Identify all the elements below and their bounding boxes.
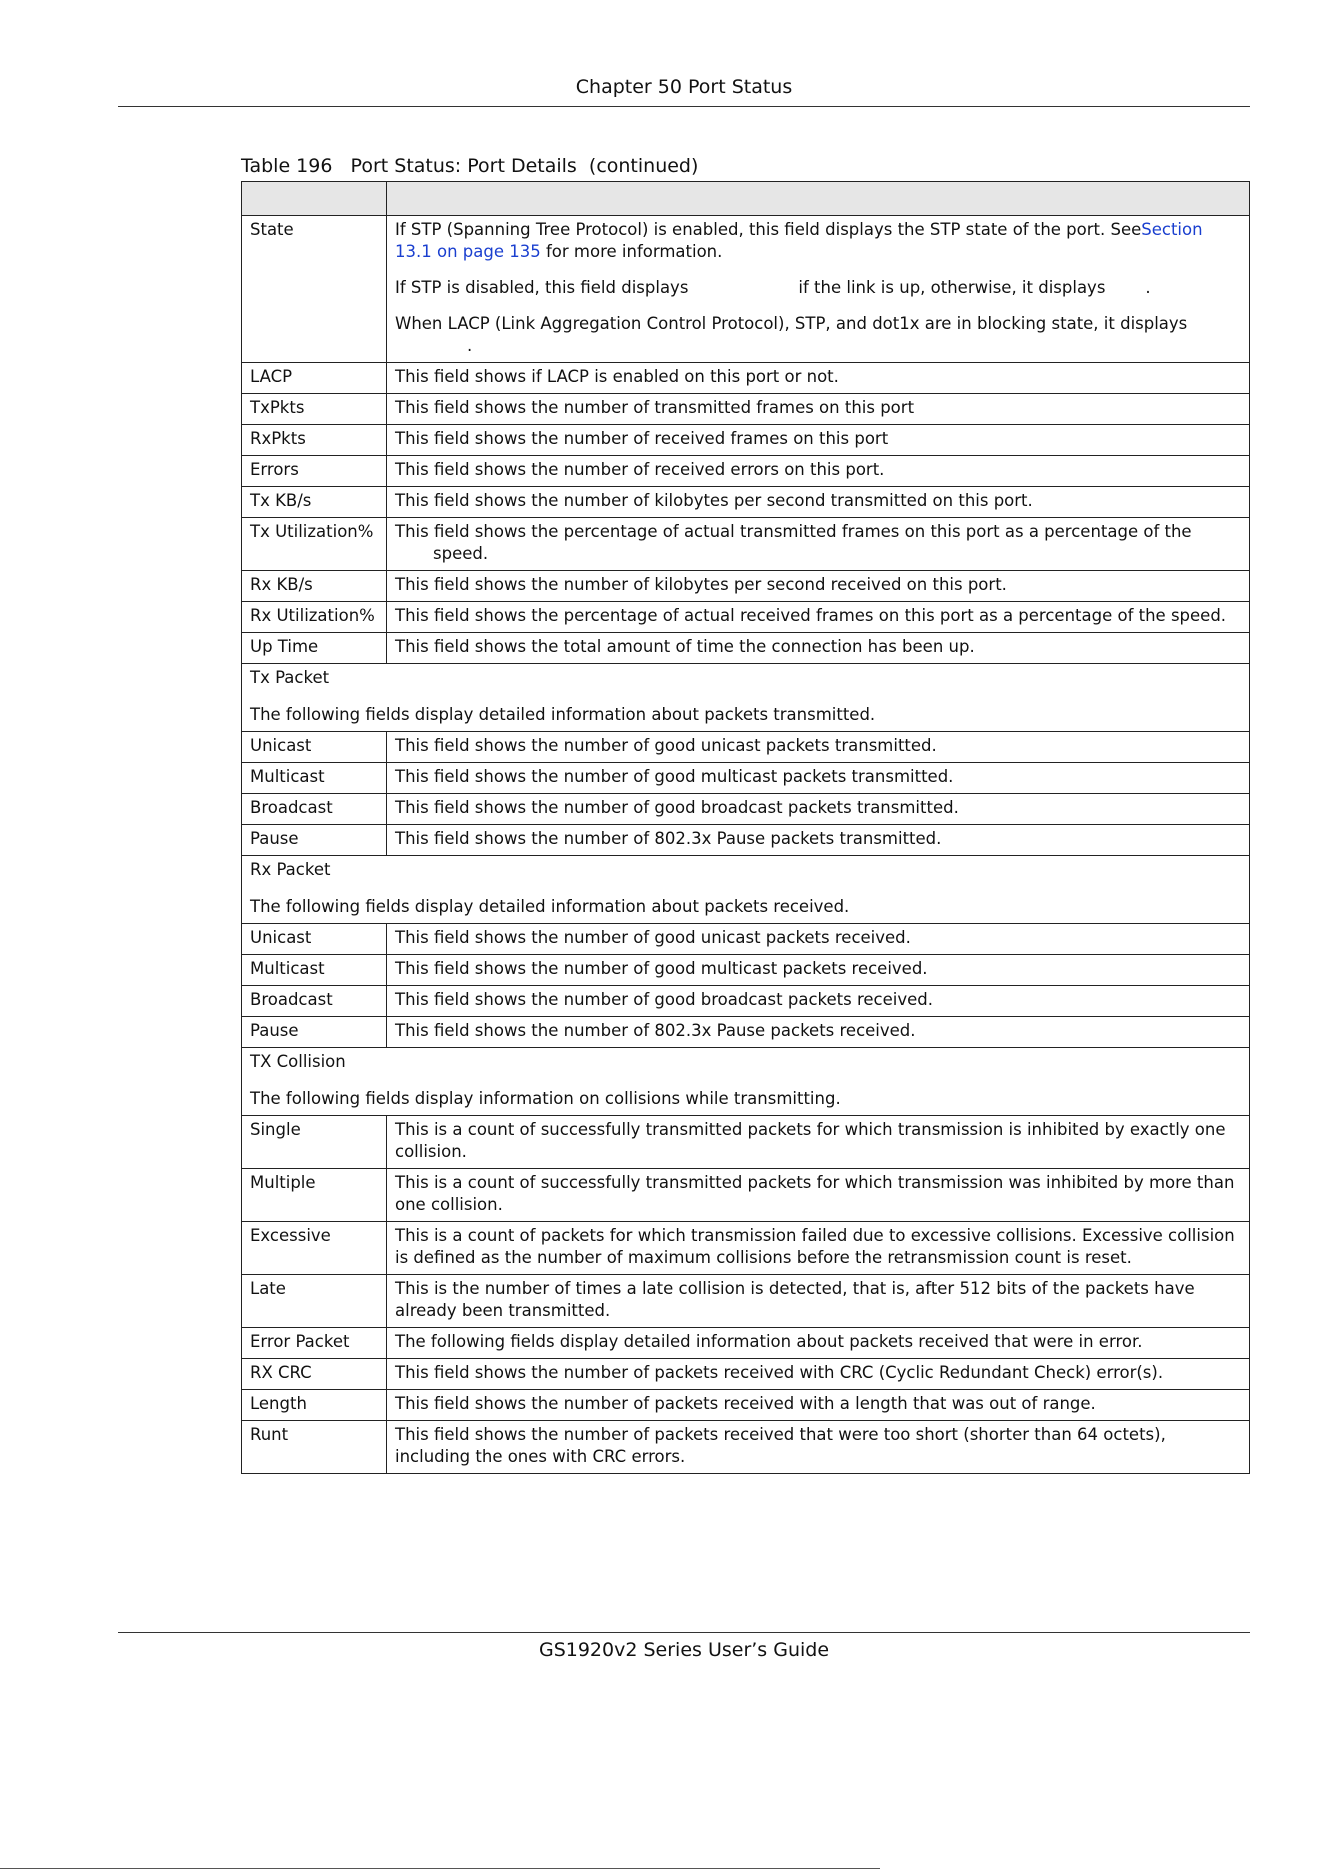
field-label: Errors <box>242 456 387 487</box>
table-row <box>242 1116 1250 1169</box>
state-description-3 <box>395 313 1242 357</box>
table-header-row <box>242 182 1250 216</box>
text-segment: This field shows the percentage of actual transmitted frames on this port as a percentage of the <box>395 522 1192 541</box>
section-header <box>242 664 1250 732</box>
section-header <box>242 1048 1250 1116</box>
header-label-cell <box>242 182 387 216</box>
text-segment: When LACP (Link Aggregation Control Protocol), STP, and dot1x are in blocking state, it displays <box>395 314 1188 333</box>
text-segment: . <box>1145 278 1151 297</box>
field-description: This field shows the total amount of time the connection has been up. <box>387 633 1250 664</box>
table-row <box>242 456 1250 487</box>
field-description: This is the number of times a late collision is detected, that is, after 512 bits of the packets have already been transmitted. <box>387 1275 1250 1328</box>
table-row <box>242 518 1250 571</box>
table-row <box>242 794 1250 825</box>
table-row <box>242 633 1250 664</box>
field-label: LACP <box>242 363 387 394</box>
table-row <box>242 1169 1250 1222</box>
field-description: This field shows the number of good multicast packets transmitted. <box>387 763 1250 794</box>
field-description: This field shows the percentage of actual received frames on this port as a percentage of the speed. <box>387 602 1250 633</box>
table-row <box>242 1328 1250 1359</box>
field-label: Unicast <box>242 732 387 763</box>
text-segment: . <box>467 336 473 355</box>
field-label: Pause <box>242 825 387 856</box>
table-row <box>242 955 1250 986</box>
table-row <box>242 1390 1250 1421</box>
field-label: Tx Utilization% <box>242 518 387 571</box>
chapter-header: Chapter 50 Port Status <box>118 68 1250 107</box>
field-description: This field shows the number of kilobytes per second received on this port. <box>387 571 1250 602</box>
text-segment: for more information. <box>540 242 723 261</box>
field-description: This field shows the number of good broadcast packets transmitted. <box>387 794 1250 825</box>
table-row <box>242 216 1250 363</box>
table-row <box>242 825 1250 856</box>
field-label: Multicast <box>242 763 387 794</box>
field-description: This field shows the number of packets received with a length that was out of range. <box>387 1390 1250 1421</box>
section-title: Rx Packet <box>250 860 331 879</box>
table-row <box>242 602 1250 633</box>
field-label: Error Packet <box>242 1328 387 1359</box>
section-title: Tx Packet <box>250 668 330 687</box>
field-label: Up Time <box>242 633 387 664</box>
table-row <box>242 1359 1250 1390</box>
table-row <box>242 1222 1250 1275</box>
port-details-table <box>241 181 1250 1474</box>
field-description: This field shows the number of transmitted frames on this port <box>387 394 1250 425</box>
bottom-rule <box>0 1868 880 1869</box>
section-link[interactable]: Section 13.1 on page 135 <box>395 220 1203 261</box>
field-description: This is a count of successfully transmitted packets for which transmission is inhibited by exactly one collision. <box>387 1116 1250 1169</box>
text-segment: If STP is disabled, this field displays <box>395 278 689 297</box>
table-row <box>242 1421 1250 1474</box>
header-description-cell <box>387 182 1250 216</box>
field-description: This is a count of packets for which transmission failed due to excessive collisions. Excessive collision is defined as the number of maximum collisions before the retransmission count is reset. <box>387 1222 1250 1275</box>
field-label: Runt <box>242 1421 387 1474</box>
field-label: Multiple <box>242 1169 387 1222</box>
table-row <box>242 924 1250 955</box>
field-label: RxPkts <box>242 425 387 456</box>
field-label: Late <box>242 1275 387 1328</box>
field-label: Unicast <box>242 924 387 955</box>
table-row <box>242 425 1250 456</box>
text-segment: if the link is up, otherwise, it displays <box>798 278 1106 297</box>
section-intro: The following fields display detailed information about packets transmitted. <box>250 705 876 724</box>
state-description-2 <box>395 277 1242 299</box>
table-row <box>242 394 1250 425</box>
field-description: This field shows the number of good broadcast packets received. <box>387 986 1250 1017</box>
table-row <box>242 986 1250 1017</box>
field-description: This field shows the number of good multicast packets received. <box>387 955 1250 986</box>
table-row <box>242 571 1250 602</box>
field-label: State <box>242 216 387 363</box>
section-header-row <box>242 664 1250 732</box>
field-description: This field shows the number of packets received that were too short (shorter than 64 octets), including the ones with CRC errors. <box>387 1421 1250 1474</box>
section-intro: The following fields display information on collisions while transmitting. <box>250 1089 841 1108</box>
field-label: TxPkts <box>242 394 387 425</box>
table-row <box>242 1275 1250 1328</box>
field-label: Length <box>242 1390 387 1421</box>
table-row <box>242 732 1250 763</box>
field-label: Rx KB/s <box>242 571 387 602</box>
section-intro: The following fields display detailed information about packets received. <box>250 897 850 916</box>
table-row <box>242 363 1250 394</box>
text-segment: If STP (Spanning Tree Protocol) is enabled, this field displays the STP state of the port. See <box>395 220 1142 239</box>
field-description <box>387 518 1250 571</box>
table-row <box>242 763 1250 794</box>
field-label: Excessive <box>242 1222 387 1275</box>
field-label: Multicast <box>242 955 387 986</box>
field-label: RX CRC <box>242 1359 387 1390</box>
state-description-1 <box>395 219 1242 263</box>
section-header-row <box>242 1048 1250 1116</box>
field-description: This field shows the number of received frames on this port <box>387 425 1250 456</box>
section-title: TX Collision <box>250 1052 346 1071</box>
table-row <box>242 1017 1250 1048</box>
field-description: This is a count of successfully transmitted packets for which transmission was inhibited by more than one collision. <box>387 1169 1250 1222</box>
field-label: Tx KB/s <box>242 487 387 518</box>
field-label: Broadcast <box>242 794 387 825</box>
table-caption: Table 196 Port Status: Port Details (continued) <box>241 155 699 177</box>
field-label: Broadcast <box>242 986 387 1017</box>
field-description: This field shows the number of received errors on this port. <box>387 456 1250 487</box>
field-description: This field shows the number of good unicast packets transmitted. <box>387 732 1250 763</box>
text-segment: speed. <box>433 544 489 563</box>
field-description: This field shows the number of 802.3x Pause packets received. <box>387 1017 1250 1048</box>
field-description: This field shows the number of kilobytes per second transmitted on this port. <box>387 487 1250 518</box>
field-description <box>387 216 1250 363</box>
field-description: The following fields display detailed information about packets received that were in error. <box>387 1328 1250 1359</box>
guide-footer: GS1920v2 Series User’s Guide <box>118 1632 1250 1667</box>
field-label: Single <box>242 1116 387 1169</box>
field-description: This field shows if LACP is enabled on this port or not. <box>387 363 1250 394</box>
field-label: Pause <box>242 1017 387 1048</box>
section-header <box>242 856 1250 924</box>
field-description: This field shows the number of 802.3x Pause packets transmitted. <box>387 825 1250 856</box>
field-description: This field shows the number of packets received with CRC (Cyclic Redundant Check) error(s). <box>387 1359 1250 1390</box>
table-row <box>242 487 1250 518</box>
field-description: This field shows the number of good unicast packets received. <box>387 924 1250 955</box>
field-label: Rx Utilization% <box>242 602 387 633</box>
section-header-row <box>242 856 1250 924</box>
